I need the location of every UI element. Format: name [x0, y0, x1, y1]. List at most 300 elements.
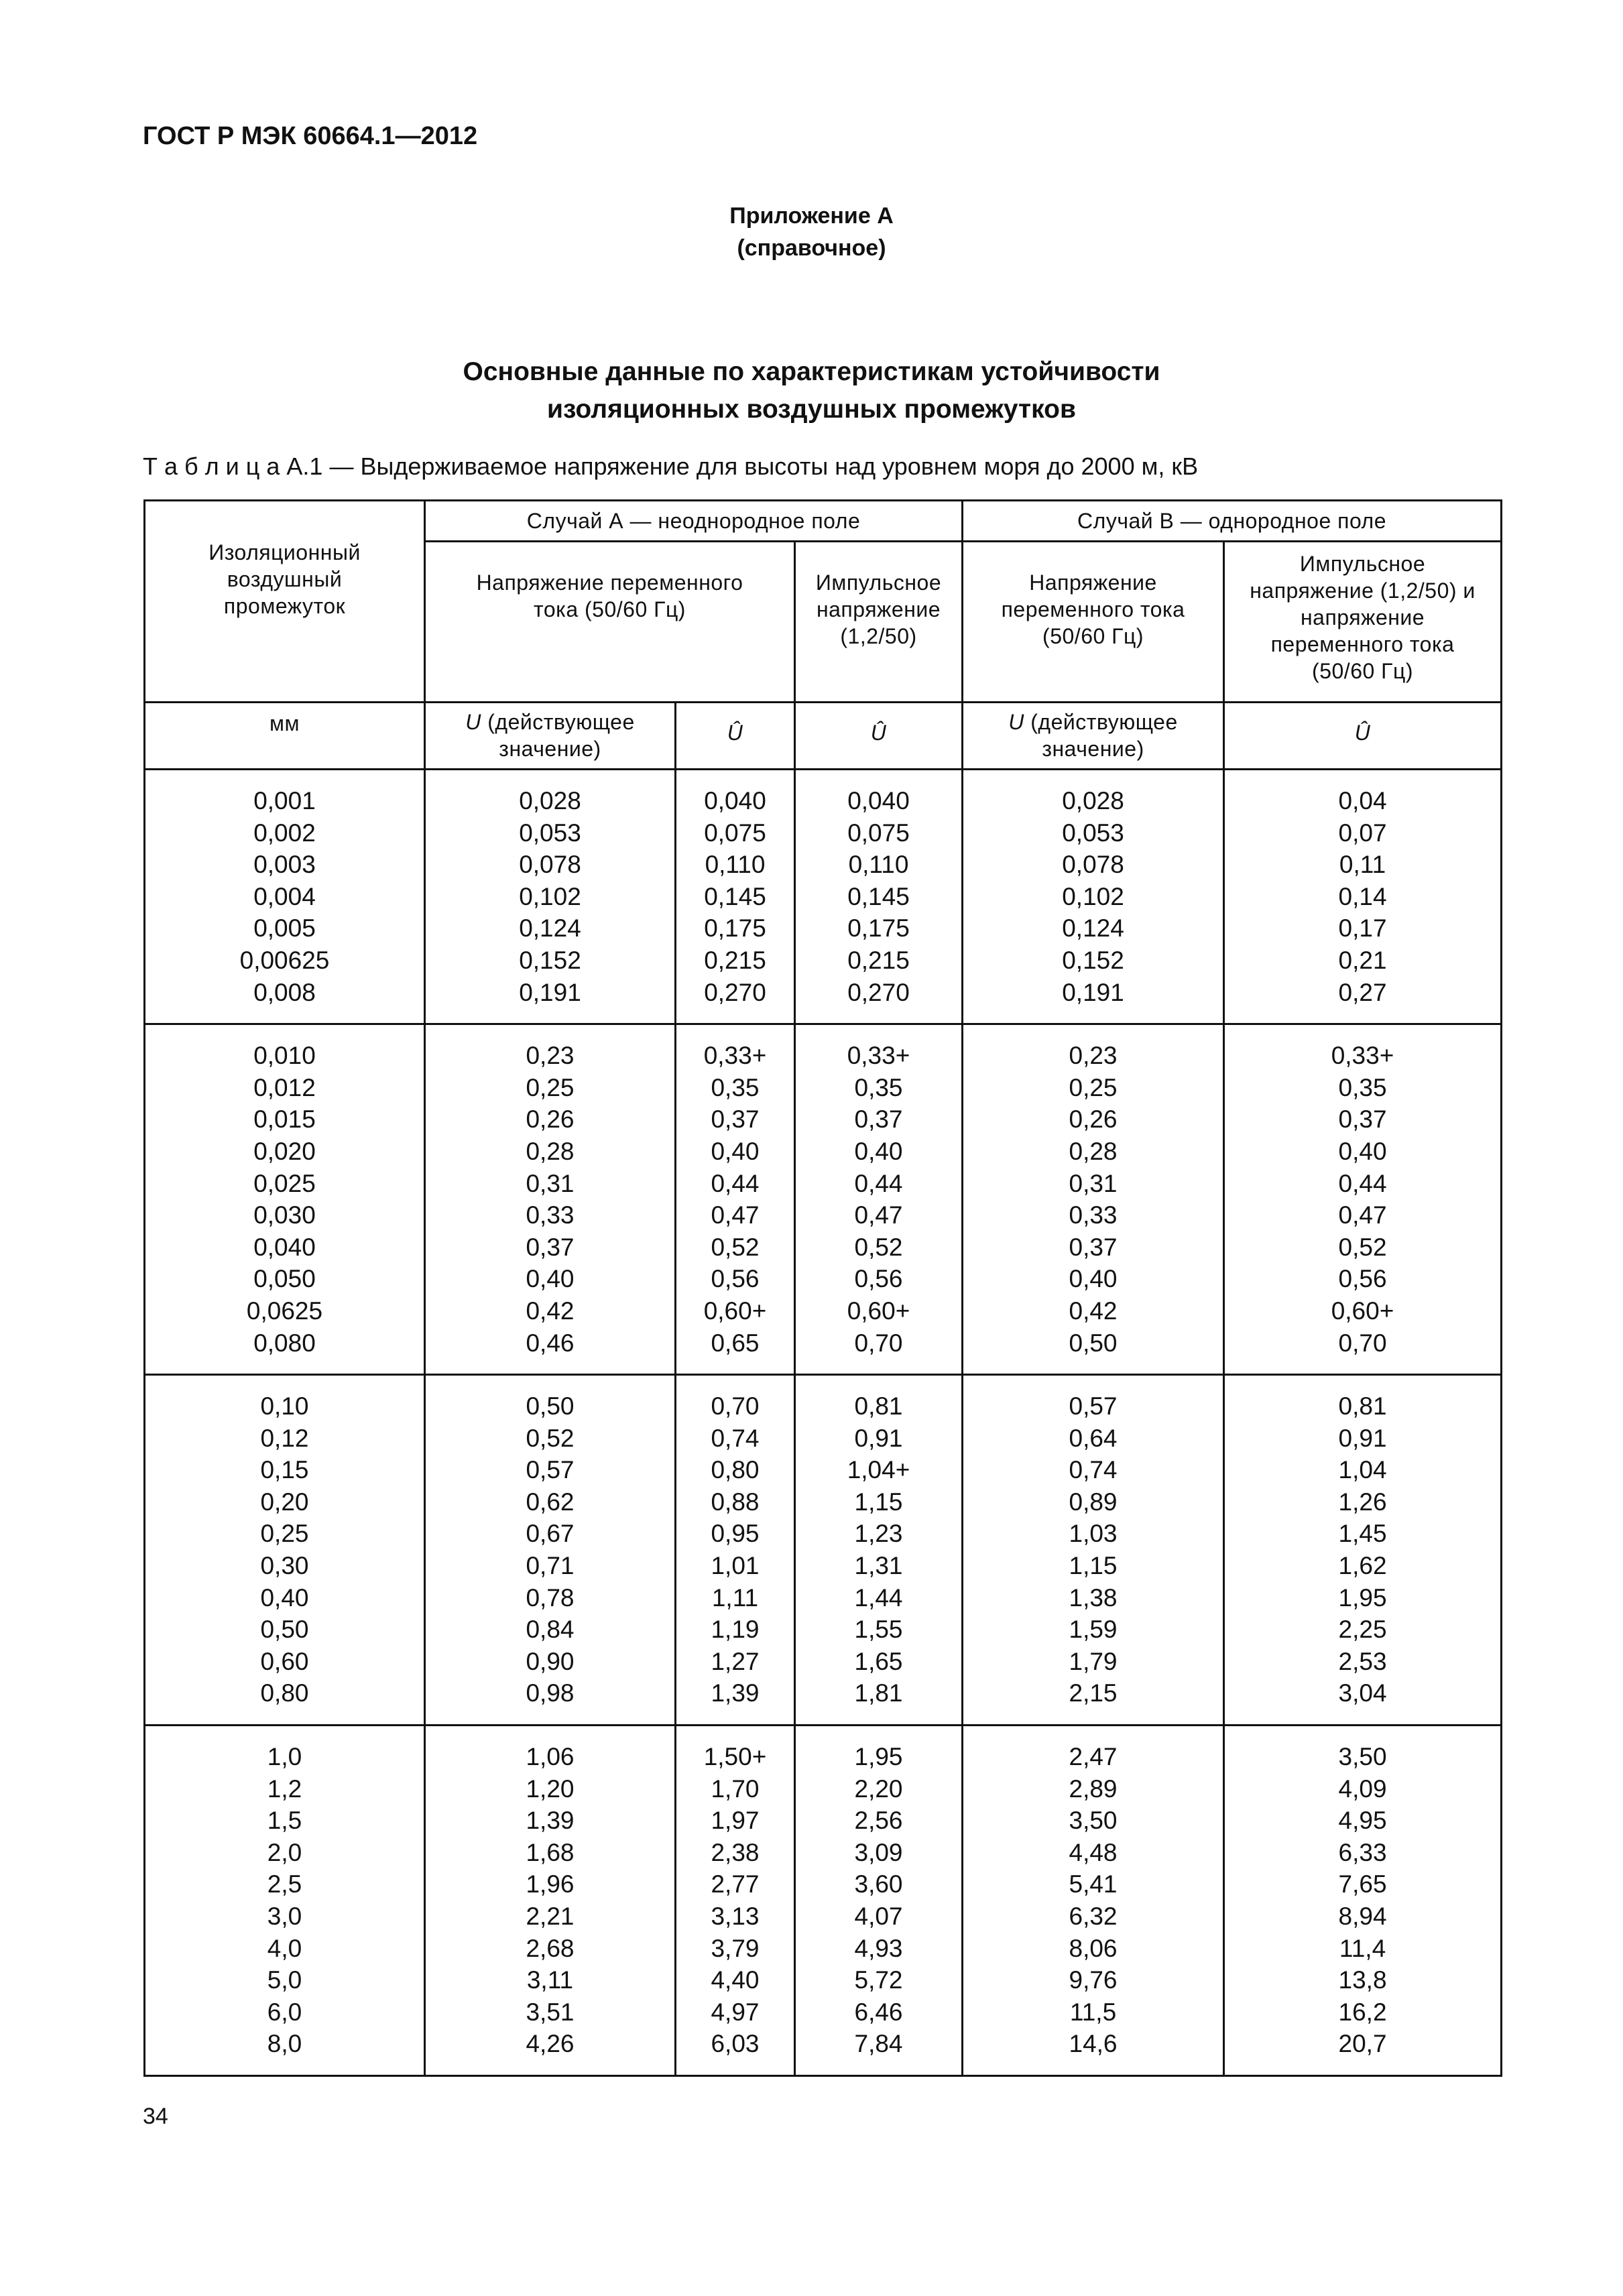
table-cell: 1,59: [1069, 1616, 1118, 1644]
table-cell: 0,60+: [1331, 1296, 1394, 1325]
table-cell: 7,84: [854, 2030, 903, 2058]
table-cell: 13,8: [1338, 1966, 1387, 1994]
case-b-peak-column: [1224, 770, 1502, 1024]
value-list: [426, 1025, 674, 1374]
table-cell: 3,51: [526, 1998, 575, 2026]
table-cell: 0,33+: [703, 1042, 767, 1070]
value-list: [426, 1726, 674, 2075]
table-cell: 0,35: [1338, 1073, 1387, 1101]
table-cell: 3,79: [711, 1934, 760, 1962]
table-cell: 0,31: [1069, 1169, 1118, 1197]
table-cell: 0,81: [854, 1392, 903, 1421]
value-list: [676, 770, 794, 1023]
table-cell: 0,28: [526, 1137, 575, 1165]
value-list: [426, 770, 674, 1023]
table-cell: 0,145: [704, 882, 766, 910]
page-number: 34: [143, 2104, 168, 2129]
table-cell: 1,44: [854, 1583, 903, 1612]
table-cell: 0,21: [1338, 946, 1387, 974]
case-b-ac-rms-column: [963, 1726, 1224, 2076]
table-cell: 0,002: [253, 819, 316, 847]
table-cell: 2,47: [1069, 1743, 1118, 1771]
gap-column: [145, 1375, 425, 1726]
table-cell: 0,80: [260, 1679, 309, 1707]
table-cell: 0,110: [705, 851, 766, 879]
value-list: [676, 1025, 794, 1374]
unit-symbol-u: U: [465, 710, 481, 734]
table-cell: 0,44: [1338, 1169, 1387, 1197]
value-list: [963, 1726, 1223, 2075]
table-cell: 5,41: [1069, 1870, 1118, 1898]
case-b-ac-rms-column: [963, 770, 1224, 1024]
table-cell: 3,09: [854, 1838, 903, 1866]
case-a-impulse-column: [795, 1024, 963, 1375]
document-code: ГОСТ Р МЭК 60664.1—2012: [143, 122, 478, 150]
table-cell: 0,07: [1338, 819, 1387, 847]
table-cell: 0,12: [260, 1424, 309, 1452]
table-cell: 0,14: [1338, 882, 1387, 910]
table-cell: 0,47: [854, 1201, 903, 1229]
table-cell: 0,65: [711, 1329, 760, 1357]
table-cell: 0,008: [253, 978, 316, 1006]
table-cell: 0,60: [260, 1647, 309, 1675]
unit-case-a-impulse: [795, 703, 963, 770]
table-cell: 0,80: [711, 1456, 760, 1484]
value-list: [1225, 1376, 1500, 1724]
table-cell: 1,26: [1338, 1488, 1387, 1516]
annex-subtitle: (справочное): [737, 235, 886, 261]
table-cell: 0,25: [260, 1520, 309, 1548]
table-cell: 4,93: [854, 1934, 903, 1962]
table-cell: 0,31: [526, 1169, 575, 1197]
table-group-2: [145, 1024, 1502, 1375]
header-case-b: Случай В — однородное поле: [963, 501, 1502, 542]
table-cell: 0,191: [519, 978, 581, 1006]
table-cell: 1,04+: [847, 1456, 910, 1484]
table-cell: 20,7: [1338, 2030, 1387, 2058]
case-b-peak-column: [1224, 1024, 1502, 1375]
table-cell: 0,44: [854, 1169, 903, 1197]
table-cell: 0,124: [1062, 914, 1124, 943]
table-cell: 0,053: [519, 819, 581, 847]
table-cell: 2,25: [1338, 1616, 1387, 1644]
table-cell: 0,040: [253, 1233, 316, 1261]
gap-column: [145, 1024, 425, 1375]
gap-column: [145, 770, 425, 1024]
table-cell: 1,96: [526, 1870, 575, 1898]
table-cell: 0,47: [1338, 1201, 1387, 1229]
table-cell: 0,74: [711, 1424, 760, 1452]
value-list: [796, 1376, 961, 1724]
table-group-3: [145, 1375, 1502, 1726]
table-cell: 0,56: [1338, 1265, 1387, 1293]
table-cell: 4,0: [267, 1934, 302, 1962]
table-cell: 0,28: [1069, 1137, 1118, 1165]
table-cell: 11,4: [1339, 1934, 1386, 1962]
table-cell: 1,68: [526, 1838, 575, 1866]
withstand-voltage-table: [143, 499, 1502, 2077]
table-cell: 1,27: [711, 1647, 760, 1675]
table-cell: 0,40: [526, 1265, 575, 1293]
table-cell: 0,50: [260, 1616, 309, 1644]
value-list: [145, 1376, 424, 1724]
table-cell: 0,191: [1062, 978, 1124, 1006]
table-cell: 5,0: [267, 1966, 302, 1994]
table-cell: 1,11: [711, 1583, 759, 1612]
header-case-b-ac: Напряжение переменного тока (50/60 Гц): [963, 542, 1224, 703]
table-cell: 6,0: [267, 1998, 302, 2026]
table-group-4: [145, 1726, 1502, 2076]
section-title-line-1: Основные данные по характеристикам устойчивости: [463, 357, 1160, 386]
table-cell: 1,79: [1069, 1647, 1118, 1675]
table-cell: 0,030: [253, 1201, 316, 1229]
unit-rms-label: (действующее значение): [1024, 710, 1178, 761]
table-cell: 0,175: [847, 914, 910, 943]
table-cell: 1,2: [267, 1774, 302, 1803]
table-cell: 0,012: [253, 1073, 316, 1101]
table-cell: 0,04: [1338, 787, 1387, 814]
table-cell: 0,124: [519, 914, 581, 943]
value-list: [963, 1376, 1223, 1724]
value-list: [1225, 770, 1500, 1023]
table-cell: 0,78: [526, 1583, 575, 1612]
table-cell: 1,23: [854, 1520, 903, 1548]
table-cell: 0,42: [1069, 1296, 1118, 1325]
table-cell: 0,30: [260, 1552, 309, 1580]
table-cell: 0,46: [526, 1329, 575, 1357]
header-case-b-impulse: Импульсное напряжение (1,2/50) и напряжение переменного тока (50/60 Гц): [1224, 542, 1502, 703]
case-a-ac-peak-column: [676, 770, 795, 1024]
table-cell: 0,175: [704, 914, 766, 943]
table-cell: 4,26: [526, 2030, 575, 2058]
table-cell: 0,004: [253, 882, 316, 910]
table-cell: 1,62: [1338, 1552, 1387, 1580]
table-cell: 0,40: [260, 1583, 309, 1612]
table-cell: 0,020: [253, 1137, 316, 1165]
table-cell: 3,50: [1069, 1807, 1118, 1835]
unit-symbol-u-peak: Û: [727, 721, 743, 745]
case-b-peak-column: [1224, 1375, 1502, 1726]
case-a-impulse-column: [795, 770, 963, 1024]
table-cell: 0,60+: [703, 1296, 767, 1325]
table-cell: 14,6: [1069, 2030, 1118, 2058]
value-list: [796, 770, 961, 1023]
table-cell: 1,50+: [703, 1743, 767, 1771]
value-list: [145, 1726, 424, 2075]
table-cell: 1,06: [526, 1743, 575, 1771]
case-a-impulse-column: [795, 1375, 963, 1726]
table-cell: 1,04: [1338, 1456, 1387, 1484]
table-cell: 0,040: [704, 787, 766, 814]
table-cell: 0,110: [848, 851, 909, 879]
table-cell: 6,46: [854, 1998, 903, 2026]
unit-case-b-rms: [963, 703, 1224, 770]
case-a-ac-rms-column: [425, 770, 676, 1024]
table-cell: 0,025: [253, 1169, 316, 1197]
table-cell: 0,005: [253, 914, 316, 943]
table-cell: 3,60: [854, 1870, 903, 1898]
table-cell: 1,95: [1338, 1583, 1387, 1612]
table-cell: 1,97: [711, 1807, 760, 1835]
table-cell: 0,50: [1069, 1329, 1118, 1357]
table-cell: 2,0: [267, 1838, 302, 1866]
table-cell: 2,38: [711, 1838, 760, 1866]
table-cell: 1,65: [854, 1647, 903, 1675]
table-cell: 0,23: [1069, 1042, 1118, 1070]
table-cell: 1,03: [1069, 1520, 1118, 1548]
table-cell: 0,64: [1069, 1424, 1118, 1452]
table-cell: 2,15: [1069, 1679, 1118, 1707]
table-cell: 0,37: [711, 1105, 760, 1134]
table-cell: 0,42: [526, 1296, 575, 1325]
value-list: [1225, 1025, 1500, 1374]
table-cell: 0,23: [526, 1042, 575, 1070]
value-list: [796, 1025, 961, 1374]
table-cell: 1,0: [267, 1743, 302, 1771]
table-cell: 2,21: [526, 1902, 575, 1930]
table-cell: 0,00625: [239, 946, 330, 974]
table-cell: 1,15: [1069, 1552, 1118, 1580]
table-cell: 0,62: [526, 1488, 575, 1516]
table-cell: 16,2: [1338, 1998, 1387, 2026]
table-cell: 1,55: [854, 1616, 903, 1644]
table-cell: 0,52: [854, 1233, 903, 1261]
table-cell: 0,152: [519, 946, 581, 974]
table-cell: 1,38: [1069, 1583, 1118, 1612]
table-cell: 0,33: [1069, 1201, 1118, 1229]
table-cell: 4,97: [711, 1998, 760, 2026]
table-cell: 2,20: [854, 1774, 903, 1803]
table-cell: 0,001: [253, 787, 316, 814]
table-cell: 6,33: [1338, 1838, 1387, 1866]
unit-gap: мм: [145, 703, 425, 770]
header-gap: Изоляционный воздушный промежуток: [145, 501, 425, 703]
table-cell: 0,215: [704, 946, 766, 974]
table-cell: 0,102: [1062, 882, 1124, 910]
table-cell: 0,71: [526, 1552, 575, 1580]
unit-case-a-peak: [676, 703, 795, 770]
table-cell: 0,37: [854, 1105, 903, 1134]
table-cell: 0,050: [253, 1265, 316, 1293]
table-cell: 0,25: [1069, 1073, 1118, 1101]
table-cell: 0,053: [1062, 819, 1124, 847]
table-cell: 8,06: [1069, 1934, 1118, 1962]
table-cell: 0,075: [847, 819, 910, 847]
table-cell: 1,45: [1338, 1520, 1387, 1548]
table-cell: 1,70: [711, 1774, 760, 1803]
table-cell: 0,90: [526, 1647, 575, 1675]
table-cell: 0,52: [526, 1424, 575, 1452]
table-cell: 0,57: [1069, 1392, 1118, 1421]
table-cell: 0,20: [260, 1488, 309, 1516]
table-cell: 0,81: [1338, 1392, 1387, 1421]
table-cell: 0,0625: [246, 1296, 323, 1325]
case-a-impulse-column: [795, 1726, 963, 2076]
table-cell: 0,91: [854, 1424, 903, 1452]
table-cell: 0,270: [704, 978, 766, 1006]
table-cell: 0,040: [847, 787, 910, 814]
value-list: [1225, 1726, 1500, 2075]
table-cell: 4,09: [1338, 1774, 1387, 1803]
case-a-ac-rms-column: [425, 1726, 676, 2076]
table-cell: 0,003: [253, 851, 316, 879]
table-cell: 4,40: [711, 1966, 760, 1994]
table-cell: 1,95: [854, 1743, 903, 1771]
section-title: [0, 353, 1623, 428]
table-cell: 0,56: [711, 1265, 760, 1293]
table-cell: 1,5: [267, 1807, 302, 1835]
table-cell: 0,37: [1338, 1105, 1387, 1134]
gap-column: [145, 1726, 425, 2076]
table-cell: 7,65: [1338, 1870, 1387, 1898]
table-cell: 0,215: [847, 946, 910, 974]
table-cell: 0,10: [260, 1392, 309, 1421]
table-cell: 0,37: [526, 1233, 575, 1261]
table-cell: 1,15: [854, 1488, 903, 1516]
table-cell: 0,26: [1069, 1105, 1118, 1134]
table-cell: 0,50: [526, 1392, 575, 1421]
table-cell: 3,0: [267, 1902, 302, 1930]
table-cell: 0,70: [854, 1329, 903, 1357]
table-cell: 0,40: [854, 1137, 903, 1165]
table-cell: 0,078: [519, 851, 581, 879]
table-cell: 0,11: [1339, 851, 1386, 879]
table-cell: 0,27: [1338, 978, 1387, 1006]
unit-rms-label: (действующее значение): [481, 710, 635, 761]
unit-symbol-u-peak: Û: [870, 721, 887, 745]
table-cell: 9,76: [1069, 1966, 1118, 1994]
table-cell: 0,33: [526, 1201, 575, 1229]
header-case-a-impulse: Импульсное напряжение (1,2/50): [795, 542, 963, 703]
table-cell: 2,56: [854, 1807, 903, 1835]
table-cell: 8,0: [267, 2030, 302, 2058]
table-cell: 2,77: [711, 1870, 760, 1898]
table-cell: 0,98: [526, 1679, 575, 1707]
table-cell: 2,5: [267, 1870, 302, 1898]
case-b-ac-rms-column: [963, 1024, 1224, 1375]
table-cell: 0,40: [1338, 1137, 1387, 1165]
table-cell: 0,70: [1338, 1329, 1387, 1357]
table-cell: 3,50: [1338, 1743, 1387, 1771]
table-cell: 0,57: [526, 1456, 575, 1484]
value-list: [676, 1726, 794, 2075]
table-cell: 0,60+: [847, 1296, 910, 1325]
unit-symbol-u: U: [1008, 710, 1024, 734]
table-body: [145, 770, 1502, 2076]
table-cell: 0,47: [711, 1201, 760, 1229]
case-b-peak-column: [1224, 1726, 1502, 2076]
table-cell: 1,20: [526, 1774, 575, 1803]
table-cell: 0,33+: [1331, 1042, 1394, 1070]
case-a-ac-rms-column: [425, 1375, 676, 1726]
case-a-ac-peak-column: [676, 1024, 795, 1375]
table-cell: 0,028: [519, 787, 581, 814]
table-cell: 2,89: [1069, 1774, 1118, 1803]
annex-title: Приложение А: [729, 203, 894, 229]
table-cell: 0,17: [1338, 914, 1387, 943]
table-cell: 0,270: [847, 978, 910, 1006]
value-list: [963, 1025, 1223, 1374]
table-cell: 0,075: [704, 819, 766, 847]
table-cell: 0,145: [847, 882, 910, 910]
table-cell: 0,40: [1069, 1265, 1118, 1293]
value-list: [426, 1376, 674, 1724]
table-cell: 0,74: [1069, 1456, 1118, 1484]
table-cell: 1,39: [526, 1807, 575, 1835]
table-cell: 4,07: [854, 1902, 903, 1930]
table-cell: 1,31: [854, 1552, 903, 1580]
table-cell: 1,01: [711, 1552, 760, 1580]
table-cell: 2,53: [1338, 1647, 1387, 1675]
table-cell: 0,102: [519, 882, 581, 910]
table-cell: 1,39: [711, 1679, 760, 1707]
table-cell: 3,11: [526, 1966, 574, 1994]
table-cell: 0,152: [1062, 946, 1124, 974]
table-cell: 6,03: [711, 2030, 760, 2058]
table-cell: 0,028: [1062, 787, 1124, 814]
table-cell: 0,33+: [847, 1042, 910, 1070]
value-list: [796, 1726, 961, 2075]
table-cell: 0,70: [711, 1392, 760, 1421]
table-cell: 0,080: [253, 1329, 316, 1357]
table-cell: 2,68: [526, 1934, 575, 1962]
table-cell: 0,26: [526, 1105, 575, 1134]
table-cell: 0,52: [1338, 1233, 1387, 1261]
table-cell: 0,52: [711, 1233, 760, 1261]
table-cell: 0,44: [711, 1169, 760, 1197]
table-cell: 0,95: [711, 1520, 760, 1548]
table-cell: 8,94: [1338, 1902, 1387, 1930]
case-a-ac-peak-column: [676, 1726, 795, 2076]
table-cell: 5,72: [854, 1966, 903, 1994]
table-cell: 0,010: [253, 1042, 316, 1070]
value-list: [676, 1376, 794, 1724]
value-list: [145, 1025, 424, 1374]
table-cell: 0,56: [854, 1265, 903, 1293]
table-cell: 3,04: [1338, 1679, 1387, 1707]
table-cell: 0,88: [711, 1488, 760, 1516]
case-a-ac-rms-column: [425, 1024, 676, 1375]
table-cell: 0,37: [1069, 1233, 1118, 1261]
table-cell: 0,35: [854, 1073, 903, 1101]
value-list: [145, 770, 424, 1023]
table-cell: 0,35: [711, 1073, 760, 1101]
table-group-1: [145, 770, 1502, 1024]
value-list: [963, 770, 1223, 1023]
table-cell: 0,89: [1069, 1488, 1118, 1516]
table-cell: 1,19: [711, 1616, 760, 1644]
header-case-a-ac: Напряжение переменного тока (50/60 Гц): [425, 542, 795, 703]
table-cell: 11,5: [1069, 1998, 1117, 2026]
table-cell: 6,32: [1069, 1902, 1118, 1930]
unit-case-b-peak: [1224, 703, 1502, 770]
case-b-ac-rms-column: [963, 1375, 1224, 1726]
table-cell: 1,81: [854, 1679, 903, 1707]
table-cell: 0,25: [526, 1073, 575, 1101]
table-cell: 4,95: [1338, 1807, 1387, 1835]
unit-symbol-u-peak: Û: [1354, 721, 1371, 745]
table-cell: 0,015: [253, 1105, 316, 1134]
section-title-line-2: изоляционных воздушных промежутков: [547, 395, 1076, 424]
header-case-a: Случай А — неоднородное поле: [425, 501, 963, 542]
table-cell: 0,15: [260, 1456, 309, 1484]
table-cell: 0,84: [526, 1616, 575, 1644]
table-cell: 0,91: [1338, 1424, 1387, 1452]
table-cell: 3,13: [711, 1902, 760, 1930]
table-cell: 0,078: [1062, 851, 1124, 879]
unit-case-a-rms: [425, 703, 676, 770]
table-caption: Т а б л и ц а А.1 — Выдерживаемое напряжение для высоты над уровнем моря до 2000 м, кВ: [143, 452, 1199, 480]
